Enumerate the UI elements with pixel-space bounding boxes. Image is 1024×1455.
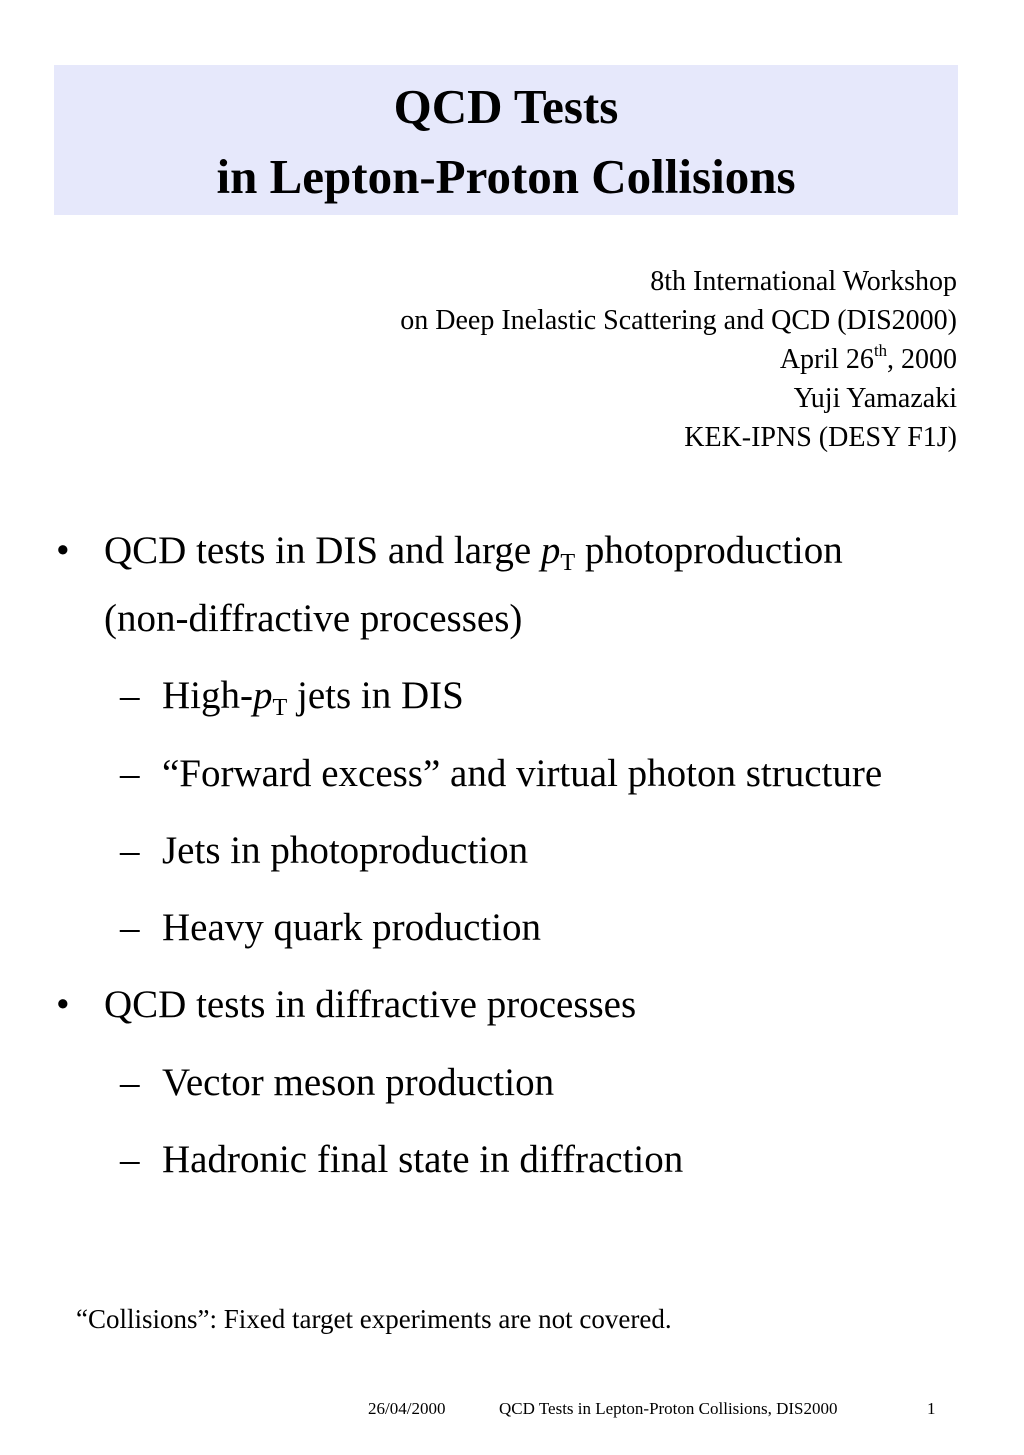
- dash-marker: –: [120, 752, 140, 795]
- outline-subitem-heavy-quark: Heavy quark production: [162, 906, 542, 949]
- outline-subitem-hadronic-final-state: Hadronic final state in diffraction: [162, 1138, 684, 1181]
- affiliation: KEK-IPNS (DESY F1J): [684, 422, 957, 453]
- outline-item-qcd-diffractive: QCD tests in diffractive processes: [104, 983, 637, 1026]
- scope-note: “Collisions”: Fixed target experiments are not covered.: [76, 1304, 672, 1334]
- dash-marker: –: [120, 829, 140, 872]
- bullet-marker: •: [56, 983, 70, 1026]
- title-line-1: QCD Tests: [393, 79, 619, 134]
- page-number: 1: [927, 1399, 936, 1418]
- outline-subitem-forward-excess: “Forward excess” and virtual photon structure: [162, 752, 883, 795]
- title-box: [54, 65, 958, 215]
- outline-subitem-vector-meson: Vector meson production: [162, 1061, 555, 1104]
- outline-item-qcd-dis: QCD tests in DIS and large $p_T$ photoproduction: [104, 529, 843, 576]
- outline-subitem-jets-photoproduction: Jets in photoproduction: [162, 829, 529, 872]
- dash-marker: –: [120, 674, 140, 717]
- dash-marker: –: [120, 1138, 140, 1181]
- footer-date: 26/04/2000: [368, 1399, 446, 1418]
- conference-name: on Deep Inelastic Scattering and QCD (DIS2000): [400, 305, 957, 336]
- outline-item-qcd-dis-line2: (non-diffractive processes): [104, 597, 523, 640]
- dash-marker: –: [120, 1061, 140, 1104]
- workshop-name: 8th International Workshop: [650, 266, 957, 297]
- title-line-2: in Lepton-Proton Collisions: [216, 149, 796, 204]
- dash-marker: –: [120, 906, 140, 949]
- outline-subitem-high-pt-jets: High-$p_T$ jets in DIS: [162, 674, 464, 721]
- author-name: Yuji Yamazaki: [793, 383, 957, 414]
- footer-title: QCD Tests in Lepton-Proton Collisions, DIS2000: [499, 1399, 838, 1418]
- talk-date: April 26th, 2000: [779, 341, 957, 375]
- bullet-marker: •: [56, 529, 70, 572]
- talk-meta: [400, 262, 957, 457]
